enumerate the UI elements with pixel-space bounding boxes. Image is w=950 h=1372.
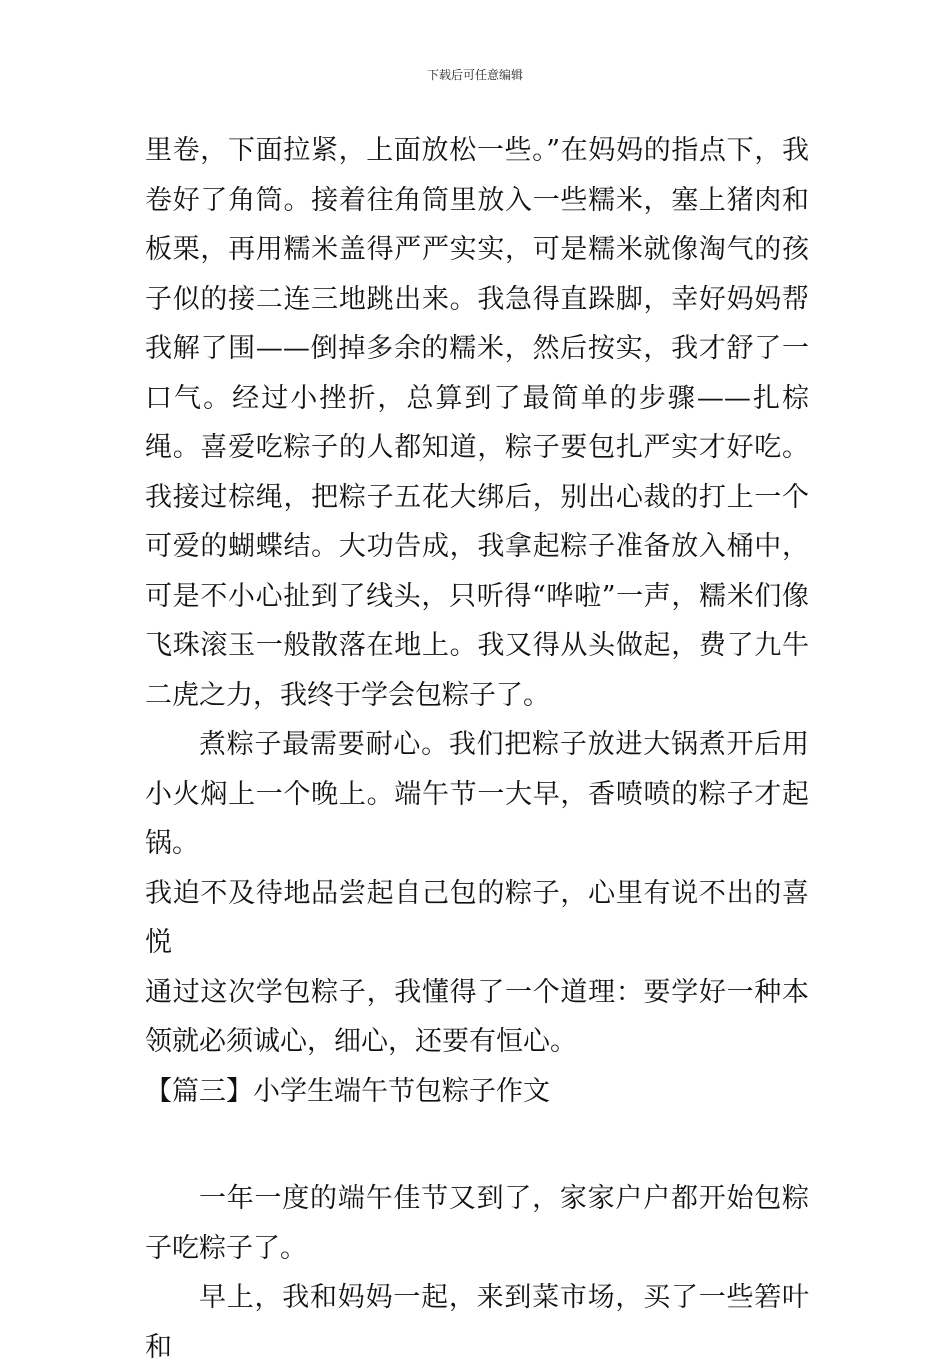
- paragraph-6: 早上，我和妈妈一起，来到菜市场，买了一些箬叶和: [145, 1282, 809, 1363]
- document-body: [145, 126, 809, 1372]
- paragraph-4: 通过这次学包粽子，我懂得了一个道理：要学好一种本领就必须诚心，细心，还要有恒心。: [145, 976, 809, 1057]
- paragraph-1: 里卷，下面拉紧，上面放松一些。”在妈妈的指点下，我卷好了角筒。接着往角筒里放入一些糯米，塞上猪肉和板栗，再用糯米盖得严严实实，可是糯米就像淘气的孩子似的接二连三地跳出来。我急得直跺脚，幸好妈妈帮我解了围——倒掉多余的糯米，然后按实，我才舒了一口气。经过小挫折，总算到了最简单的步骤——扎棕绳。喜爱吃粽子的人都知道，粽子要包扎严实才好吃。我接过棕绳，把粽子五花大绑后，别出心裁的打上一个可爱的蝴蝶结。大功告成，我拿起粽子准备放入桶中，可是不小心扯到了线头，只听得“哗啦”一声，糯米们像飞珠滚玉一般散落在地上。我又得从头做起，费了九牛二虎之力，我终于学会包粽子了。: [145, 135, 809, 711]
- page-header: 下载后可任意编辑: [426, 68, 523, 82]
- paragraph-2: 煮粽子最需要耐心。我们把粽子放进大锅煮开后用小火焖上一个晚上。端午节一大早，香喷喷的粽子才起锅。: [145, 729, 809, 859]
- section-spacer: [145, 1116, 809, 1174]
- paragraph-5: 一年一度的端午佳节又到了，家家户户都开始包粽子吃粽子了。: [145, 1183, 809, 1264]
- section-title: 【篇三】小学生端午节包粽子作文: [145, 1075, 550, 1107]
- paragraph-3: 我迫不及待地品尝起自己包的粽子，心里有说不出的喜悦: [145, 877, 809, 958]
